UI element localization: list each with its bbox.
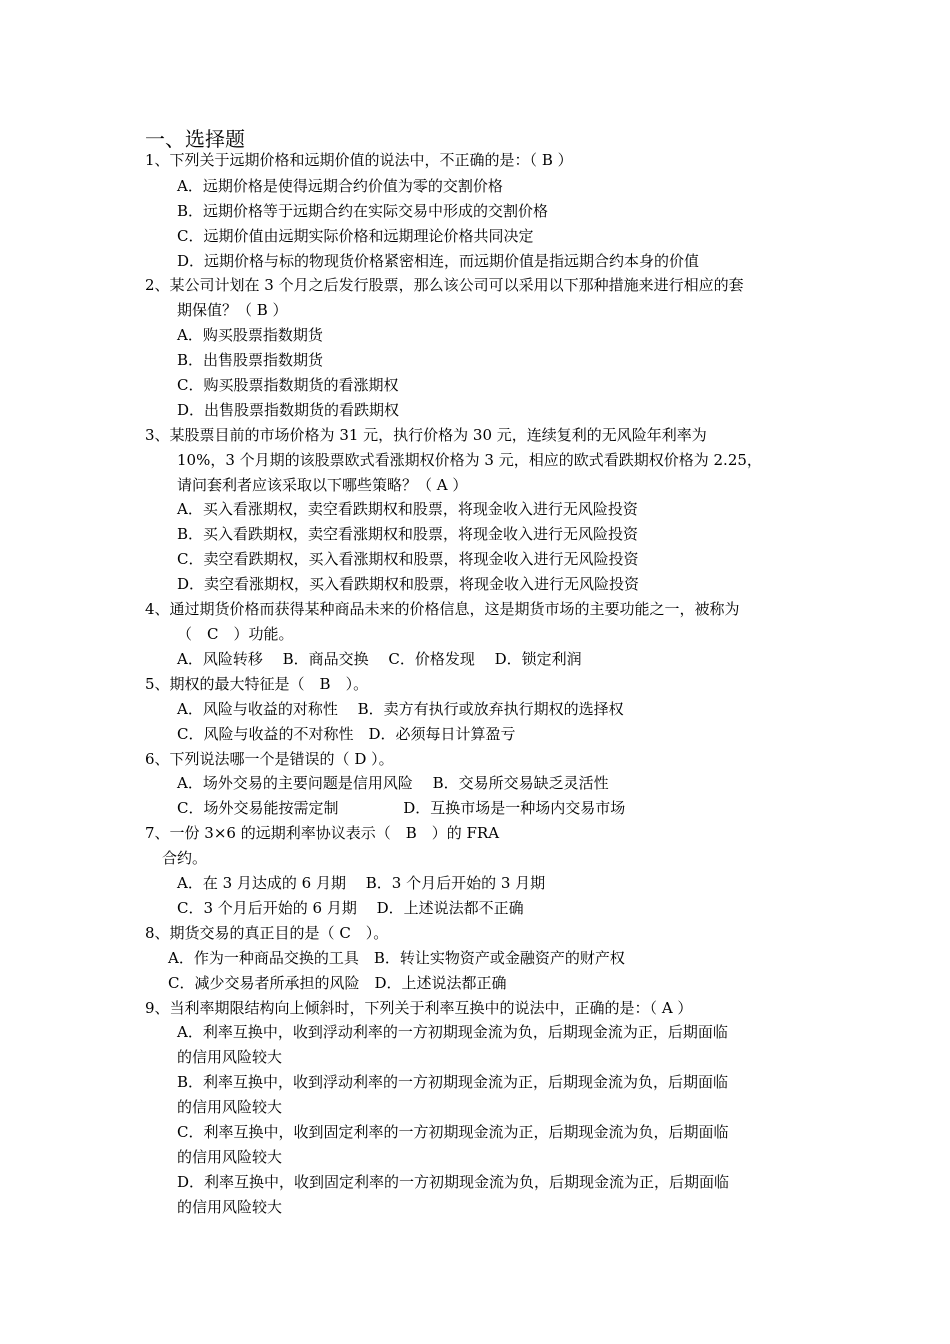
- q7-stem-line2: 合约。: [162, 849, 208, 867]
- q2-option-c: C．购买股票指数期货的看涨期权: [177, 376, 399, 394]
- q7-stem-line1: 7、一份 3×6 的远期利率协议表示（ B ）的 FRA: [145, 824, 500, 842]
- q3-stem-line1: 3、某股票目前的市场价格为 31 元，执行价格为 30 元，连续复利的无风险年利率为: [145, 426, 707, 444]
- q1-option-b: B．远期价格等于远期合约在实际交易中形成的交割价格: [177, 202, 549, 220]
- q3-option-d: D．卖空看涨期权，买入看跌期权和股票，将现金收入进行无风险投资: [177, 575, 640, 593]
- q8-options-ab: A．作为一种商品交换的工具 B．转让实物资产或金融资产的财产权: [168, 949, 625, 967]
- q6-stem: 6、下列说法哪一个是错误的（ D ）。: [145, 750, 394, 768]
- q3-option-a: A．买入看涨期权，卖空看跌期权和股票，将现金收入进行无风险投资: [177, 500, 638, 518]
- q9-option-b-line1: B．利率互换中，收到浮动利率的一方初期现金流为正，后期现金流为负，后期面临: [177, 1073, 729, 1091]
- q3-stem-line2: 10%，3 个月期的该股票欧式看涨期权价格为 3 元，相应的欧式看跌期权价格为 2.25，: [177, 451, 762, 469]
- q2-option-a: A．购买股票指数期货: [177, 326, 323, 344]
- q2-stem-line1: 2、某公司计划在 3 个月之后发行股票，那么该公司可以采用以下那种措施来进行相应的套: [145, 276, 744, 294]
- q1-stem: 1、下列关于远期价格和远期价值的说法中，不正确的是：（ B ）: [145, 151, 573, 169]
- q9-option-d-line2: 的信用风险较大: [177, 1198, 283, 1216]
- q2-stem-line2: 期保值？（ B ）: [177, 301, 288, 319]
- q4-stem-line1: 4、通过期货价格而获得某种商品未来的价格信息，这是期货市场的主要功能之一，被称为: [145, 600, 740, 618]
- q4-options: A．风险转移 B．商品交换 C．价格发现 D．锁定利润: [177, 650, 582, 668]
- q6-options-cd: C．场外交易能按需定制 D．互换市场是一种场内交易市场: [177, 799, 626, 817]
- q1-option-d: D．远期价格与标的物现货价格紧密相连，而远期价值是指远期合约本身的价值: [177, 252, 700, 270]
- q3-option-b: B．买入看跌期权，卖空看涨期权和股票，将现金收入进行无风险投资: [177, 525, 639, 543]
- q7-options-cd: C．3 个月后开始的 6 月期 D．上述说法都不正确: [177, 899, 524, 917]
- q8-options-cd: C．减少交易者所承担的风险 D．上述说法都正确: [168, 974, 507, 992]
- q5-stem: 5、期权的最大特征是（ B ）。: [145, 675, 369, 693]
- q8-stem: 8、期货交易的真正目的是（ C ）。: [145, 924, 389, 942]
- q2-option-b: B．出售股票指数期货: [177, 351, 324, 369]
- q5-options-cd: C．风险与收益的不对称性 D．必须每日计算盈亏: [177, 725, 516, 743]
- q3-option-c: C．卖空看跌期权，买入看涨期权和股票，将现金收入进行无风险投资: [177, 550, 639, 568]
- q9-option-a-line1: A．利率互换中，收到浮动利率的一方初期现金流为负，后期现金流为正，后期面临: [177, 1023, 728, 1041]
- q9-option-b-line2: 的信用风险较大: [177, 1098, 283, 1116]
- section-title: 一、选择题: [145, 127, 245, 151]
- q9-option-c-line2: 的信用风险较大: [177, 1148, 283, 1166]
- q5-options-ab: A．风险与收益的对称性 B．卖方有执行或放弃执行期权的选择权: [177, 700, 624, 718]
- q1-option-a: A．远期价格是使得远期合约价值为零的交割价格: [177, 177, 503, 195]
- q6-options-ab: A．场外交易的主要问题是信用风险 B．交易所交易缺乏灵活性: [177, 774, 609, 792]
- q1-option-c: C．远期价值由远期实际价格和远期理论价格共同决定: [177, 227, 534, 245]
- q7-options-ab: A．在 3 月达成的 6 月期 B．3 个月后开始的 3 月期: [177, 874, 546, 892]
- q9-option-a-line2: 的信用风险较大: [177, 1048, 283, 1066]
- q9-option-d-line1: D．利率互换中，收到固定利率的一方初期现金流为负，后期现金流为正，后期面临: [177, 1173, 730, 1191]
- q4-stem-line2: （ C ）功能。: [177, 625, 294, 643]
- q9-stem: 9、当利率期限结构向上倾斜时，下列关于利率互换中的说法中，正确的是：（ A ）: [145, 999, 693, 1017]
- q9-option-c-line1: C．利率互换中，收到固定利率的一方初期现金流为正，后期现金流为负，后期面临: [177, 1123, 729, 1141]
- q3-stem-line3: 请问套利者应该采取以下哪些策略？（ A ）: [177, 476, 468, 494]
- q2-option-d: D．出售股票指数期货的看跌期权: [177, 401, 400, 419]
